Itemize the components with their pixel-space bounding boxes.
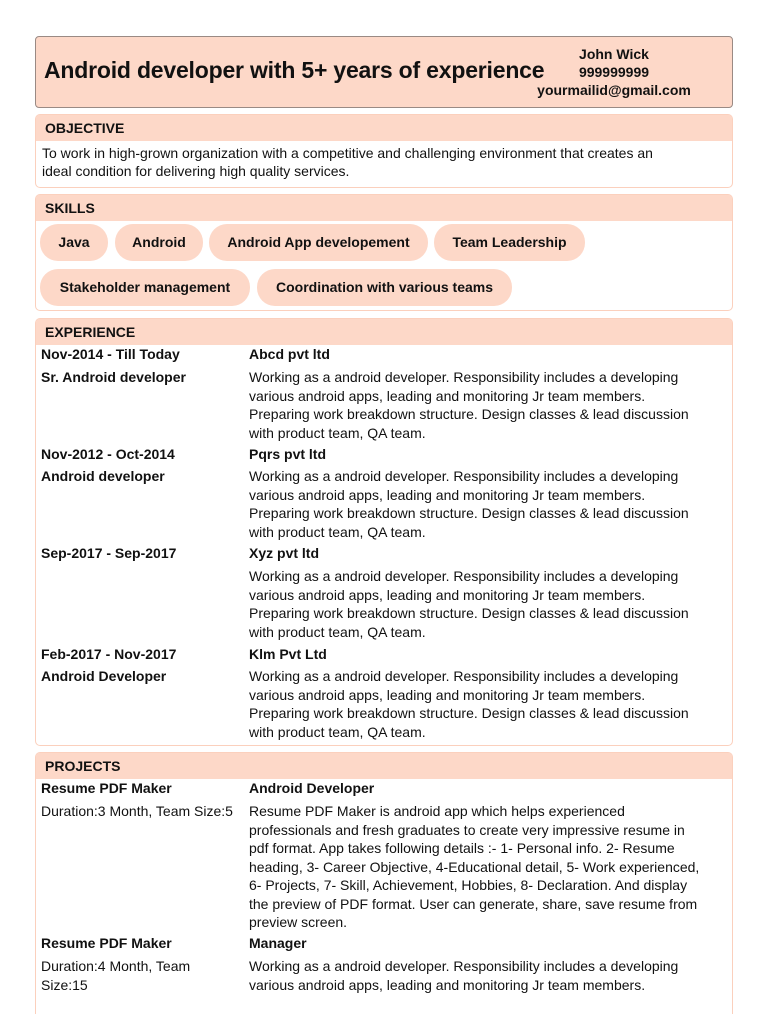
project-role: Manager xyxy=(249,935,307,951)
project-meta-line: Size:15 xyxy=(41,976,88,993)
skill-chip: Stakeholder management xyxy=(40,269,250,306)
experience-description xyxy=(249,368,729,442)
skill-chip: Team Leadership xyxy=(434,224,585,261)
project-meta xyxy=(41,957,245,994)
experience-role: Android Developer xyxy=(41,668,167,684)
description-line: various android apps, leading and monitoring Jr team members. xyxy=(249,387,646,404)
experience-description xyxy=(249,667,729,741)
experience-company: Abcd pvt ltd xyxy=(249,346,330,362)
objective-section xyxy=(35,114,733,188)
experience-company: Xyz pvt ltd xyxy=(249,545,320,561)
description-line: Working as a android developer. Responsibility includes a developing xyxy=(249,568,679,584)
resume-header xyxy=(35,36,733,108)
skills-heading: SKILLS xyxy=(36,195,732,221)
contact-name: John Wick xyxy=(579,46,649,62)
project-name: Resume PDF Maker xyxy=(41,935,172,951)
description-line: Preparing work breakdown structure. Design classes & lead discussion xyxy=(249,705,689,721)
projects-heading: PROJECTS xyxy=(36,753,732,779)
project-meta xyxy=(41,802,245,821)
experience-company: Pqrs pvt ltd xyxy=(249,446,327,462)
experience-period: Nov-2014 - Till Today xyxy=(41,346,180,362)
description-line: with product team, QA team. xyxy=(249,523,426,540)
experience-section xyxy=(35,318,733,746)
resume-title: Android developer with 5+ years of experience xyxy=(44,57,545,83)
contact-block xyxy=(524,45,704,99)
description-line: heading, 3- Career Objective, 4-Educational detail, 5- Work experienced, xyxy=(249,858,700,875)
description-line: Preparing work breakdown structure. Design classes & lead discussion xyxy=(249,406,689,422)
objective-line: ideal condition for delivering high quality services. xyxy=(42,163,350,179)
experience-heading: EXPERIENCE xyxy=(36,319,732,345)
skill-chip: Coordination with various teams xyxy=(257,269,512,306)
description-line: Working as a android developer. Responsibility includes a developing xyxy=(249,958,679,974)
description-line: Resume PDF Maker is android app which helps experienced xyxy=(249,803,625,819)
experience-period: Feb-2017 - Nov-2017 xyxy=(41,646,177,662)
experience-period: Sep-2017 - Sep-2017 xyxy=(41,545,177,561)
description-line: Working as a android developer. Responsibility includes a developing xyxy=(249,369,679,385)
projects-section xyxy=(35,752,733,1014)
project-meta-line: Duration:3 Month, Team Size:5 xyxy=(41,803,233,819)
description-line: with product team, QA team. xyxy=(249,723,426,740)
description-line: Working as a android developer. Responsibility includes a developing xyxy=(249,668,679,684)
experience-description xyxy=(249,467,729,541)
description-line: various android apps, leading and monitoring Jr team members. xyxy=(249,686,646,703)
contact-phone: 999999999 xyxy=(578,64,650,80)
description-line: various android apps, leading and monitoring Jr team members. xyxy=(249,486,646,503)
description-line: various android apps, leading and monitoring Jr team members. xyxy=(249,976,646,993)
description-line: various android apps, leading and monitoring Jr team members. xyxy=(249,586,646,603)
objective-text xyxy=(36,141,732,180)
project-meta-line: Duration:4 Month, Team xyxy=(41,958,191,974)
description-line: 6- Projects, 7- Skill, Achievement, Hobbies, 8- Declaration. And display xyxy=(249,877,688,893)
description-line: Working as a android developer. Responsibility includes a developing xyxy=(249,468,679,484)
experience-role: Sr. Android developer xyxy=(41,369,186,385)
experience-company: Klm Pvt Ltd xyxy=(249,646,327,662)
experience-role: Android developer xyxy=(41,468,165,484)
experience-description xyxy=(249,567,729,641)
description-line: preview screen. xyxy=(249,914,348,930)
skill-chip: Android xyxy=(115,224,203,261)
description-line: Preparing work breakdown structure. Design classes & lead discussion xyxy=(249,605,689,621)
skill-chip: Android App developement xyxy=(209,224,428,261)
contact-email: yourmailid@gmail.com xyxy=(537,82,691,98)
project-description xyxy=(249,957,729,994)
project-role: Android Developer xyxy=(249,780,375,796)
objective-line: To work in high-grown organization with a competitive and challenging environment that creates an xyxy=(42,145,653,161)
skills-chip-list xyxy=(36,221,732,311)
description-line: the preview of PDF format. User can generate, share, save resume from xyxy=(249,895,698,912)
description-line: with product team, QA team. xyxy=(249,424,426,441)
experience-period: Nov-2012 - Oct-2014 xyxy=(41,446,175,462)
description-line: Preparing work breakdown structure. Design classes & lead discussion xyxy=(249,505,689,521)
objective-heading: OBJECTIVE xyxy=(36,115,732,141)
description-line: pdf format. App takes following details :- 1- Personal info. 2- Resume xyxy=(249,840,675,856)
description-line: professionals and fresh graduates to create very impressive resume in xyxy=(249,821,685,838)
project-name: Resume PDF Maker xyxy=(41,780,172,796)
description-line: with product team, QA team. xyxy=(249,623,426,640)
skill-chip: Java xyxy=(40,224,108,261)
skills-section xyxy=(35,194,733,311)
project-description xyxy=(249,802,729,932)
